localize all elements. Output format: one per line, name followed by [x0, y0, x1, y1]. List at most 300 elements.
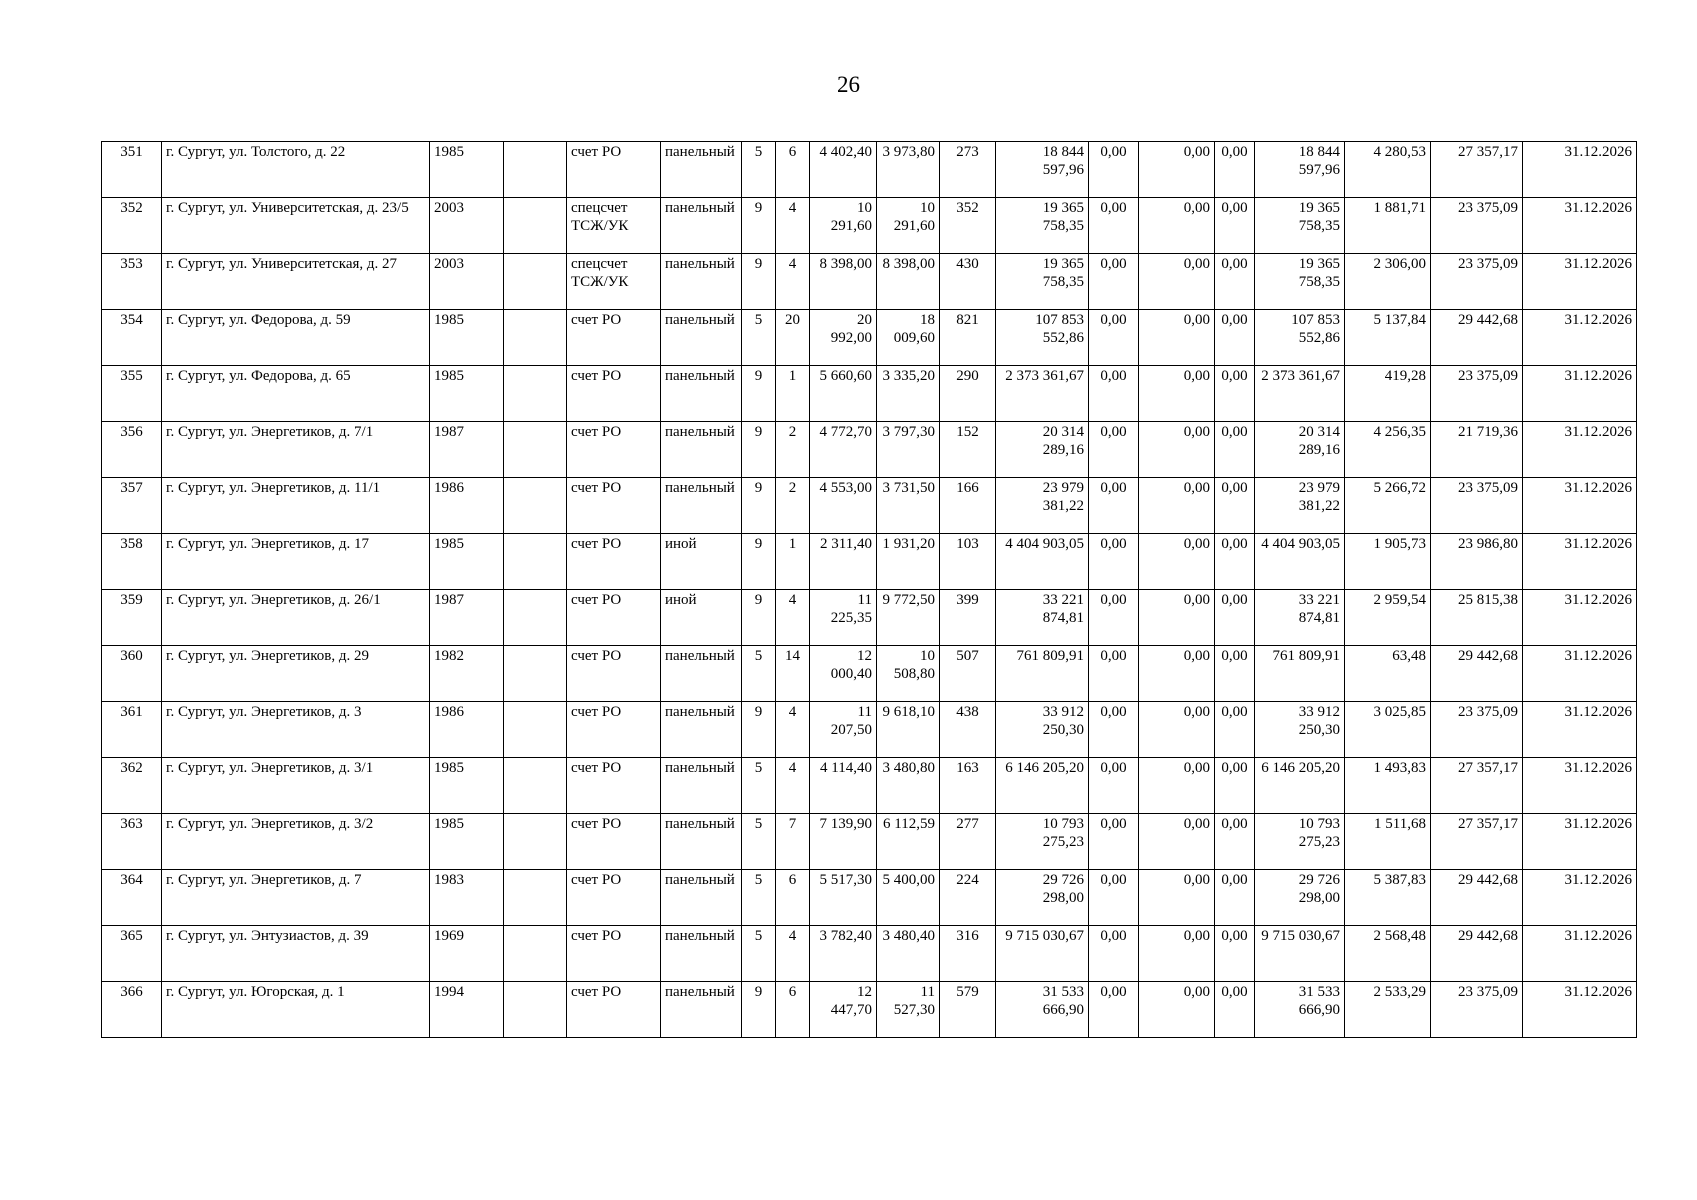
cell-residents: 579 [940, 982, 996, 1038]
cell-max-cost: 23 375,09 [1431, 702, 1523, 758]
cell-cost-owners: 761 809,91 [1255, 646, 1345, 702]
table-row [102, 254, 1637, 310]
cell-cost-owners: 33 912 250,30 [1255, 702, 1345, 758]
cell-cost-per-m2: 2 959,54 [1345, 590, 1431, 646]
cell-cost-state: 0,00 [1089, 422, 1139, 478]
cell-max-cost: 23 375,09 [1431, 478, 1523, 534]
cell-cost-owners: 18 844 597,96 [1255, 142, 1345, 198]
cell-cost-owners: 23 979 381,22 [1255, 478, 1345, 534]
table-row [102, 142, 1637, 198]
cell-area-total: 12 000,40 [810, 646, 877, 702]
cell-cost-per-m2: 1 881,71 [1345, 198, 1431, 254]
cell-address: г. Сургут, ул. Энергетиков, д. 11/1 [162, 478, 430, 534]
cell-number: 358 [102, 534, 162, 590]
cell-area-total: 4 402,40 [810, 142, 877, 198]
cell-entrances: 2 [776, 478, 810, 534]
cell-number: 360 [102, 646, 162, 702]
cell-cost-per-m2: 4 280,53 [1345, 142, 1431, 198]
cell-cost-total: 29 726 298,00 [996, 870, 1089, 926]
cell-empty [504, 982, 567, 1038]
cell-area-living: 8 398,00 [877, 254, 940, 310]
cell-cost-local: 0,00 [1215, 534, 1255, 590]
cell-wall-material: панельный [661, 254, 742, 310]
cell-address: г. Сургут, ул. Энергетиков, д. 7/1 [162, 422, 430, 478]
cell-address: г. Сургут, ул. Энтузиастов, д. 39 [162, 926, 430, 982]
cell-address: г. Сургут, ул. Энергетиков, д. 29 [162, 646, 430, 702]
cell-empty [504, 758, 567, 814]
cell-cost-total: 9 715 030,67 [996, 926, 1089, 982]
cell-area-living: 10 291,60 [877, 198, 940, 254]
cell-area-living: 10 508,80 [877, 646, 940, 702]
cell-floors: 5 [742, 142, 776, 198]
cell-cost-per-m2: 1 493,83 [1345, 758, 1431, 814]
cell-deadline: 31.12.2026 [1523, 478, 1637, 534]
cell-entrances: 4 [776, 758, 810, 814]
cell-deadline: 31.12.2026 [1523, 926, 1637, 982]
cell-entrances: 2 [776, 422, 810, 478]
cell-cost-per-m2: 2 568,48 [1345, 926, 1431, 982]
cell-number: 356 [102, 422, 162, 478]
cell-address: г. Сургут, ул. Энергетиков, д. 3/2 [162, 814, 430, 870]
cell-residents: 438 [940, 702, 996, 758]
page-number: 26 [837, 72, 860, 97]
cell-number: 361 [102, 702, 162, 758]
cell-area-living: 1 931,20 [877, 534, 940, 590]
cell-cost-state: 0,00 [1089, 478, 1139, 534]
cell-max-cost: 29 442,68 [1431, 870, 1523, 926]
cell-deadline: 31.12.2026 [1523, 198, 1637, 254]
table-row [102, 422, 1637, 478]
cell-cost-region: 0,00 [1139, 646, 1215, 702]
cell-floors: 9 [742, 478, 776, 534]
cell-cost-local: 0,00 [1215, 982, 1255, 1038]
cell-cost-region: 0,00 [1139, 870, 1215, 926]
cell-cost-per-m2: 1 511,68 [1345, 814, 1431, 870]
table-row [102, 814, 1637, 870]
cell-cost-per-m2: 3 025,85 [1345, 702, 1431, 758]
cell-area-total: 11 225,35 [810, 590, 877, 646]
cell-floors: 9 [742, 590, 776, 646]
cell-year: 2003 [430, 198, 504, 254]
cell-cost-total: 6 146 205,20 [996, 758, 1089, 814]
cell-cost-per-m2: 63,48 [1345, 646, 1431, 702]
cell-entrances: 7 [776, 814, 810, 870]
cell-entrances: 4 [776, 702, 810, 758]
cell-cost-region: 0,00 [1139, 702, 1215, 758]
cell-max-cost: 23 986,80 [1431, 534, 1523, 590]
cell-deadline: 31.12.2026 [1523, 254, 1637, 310]
cell-deadline: 31.12.2026 [1523, 758, 1637, 814]
cell-cost-state: 0,00 [1089, 926, 1139, 982]
cell-cost-local: 0,00 [1215, 478, 1255, 534]
cell-number: 366 [102, 982, 162, 1038]
cell-wall-material: панельный [661, 478, 742, 534]
cell-area-total: 12 447,70 [810, 982, 877, 1038]
cell-wall-material: панельный [661, 926, 742, 982]
cell-area-total: 2 311,40 [810, 534, 877, 590]
cell-cost-local: 0,00 [1215, 422, 1255, 478]
cell-cost-owners: 31 533 666,90 [1255, 982, 1345, 1038]
cell-cost-local: 0,00 [1215, 702, 1255, 758]
cell-entrances: 1 [776, 534, 810, 590]
cell-address: г. Сургут, ул. Энергетиков, д. 3/1 [162, 758, 430, 814]
cell-residents: 152 [940, 422, 996, 478]
cell-wall-material: панельный [661, 870, 742, 926]
cell-max-cost: 29 442,68 [1431, 310, 1523, 366]
cell-wall-material: панельный [661, 814, 742, 870]
cell-max-cost: 27 357,17 [1431, 142, 1523, 198]
cell-cost-owners: 19 365 758,35 [1255, 254, 1345, 310]
table-row [102, 310, 1637, 366]
cell-floors: 9 [742, 702, 776, 758]
cell-fund-method: счет РО [567, 478, 661, 534]
cell-cost-owners: 4 404 903,05 [1255, 534, 1345, 590]
cell-cost-region: 0,00 [1139, 982, 1215, 1038]
cell-year: 1983 [430, 870, 504, 926]
cell-cost-region: 0,00 [1139, 310, 1215, 366]
cell-year: 1985 [430, 310, 504, 366]
cell-address: г. Сургут, ул. Федорова, д. 59 [162, 310, 430, 366]
cell-year: 1985 [430, 814, 504, 870]
cell-floors: 9 [742, 422, 776, 478]
cell-empty [504, 254, 567, 310]
cell-year: 1985 [430, 758, 504, 814]
cell-entrances: 4 [776, 198, 810, 254]
cell-fund-method: счет РО [567, 870, 661, 926]
cell-floors: 9 [742, 534, 776, 590]
cell-wall-material: панельный [661, 646, 742, 702]
cell-address: г. Сургут, ул. Энергетиков, д. 26/1 [162, 590, 430, 646]
cell-number: 354 [102, 310, 162, 366]
cell-cost-region: 0,00 [1139, 590, 1215, 646]
cell-residents: 224 [940, 870, 996, 926]
cell-residents: 166 [940, 478, 996, 534]
cell-fund-method: счет РО [567, 310, 661, 366]
cell-cost-total: 18 844 597,96 [996, 142, 1089, 198]
table-row [102, 590, 1637, 646]
cell-entrances: 14 [776, 646, 810, 702]
cell-entrances: 1 [776, 366, 810, 422]
cell-number: 357 [102, 478, 162, 534]
cell-deadline: 31.12.2026 [1523, 422, 1637, 478]
cell-fund-method: счет РО [567, 534, 661, 590]
cell-cost-state: 0,00 [1089, 366, 1139, 422]
cell-area-total: 4 772,70 [810, 422, 877, 478]
cell-cost-region: 0,00 [1139, 534, 1215, 590]
cell-cost-local: 0,00 [1215, 646, 1255, 702]
cell-max-cost: 25 815,38 [1431, 590, 1523, 646]
cell-year: 1985 [430, 142, 504, 198]
cell-floors: 9 [742, 254, 776, 310]
cell-empty [504, 870, 567, 926]
cell-wall-material: иной [661, 590, 742, 646]
cell-max-cost: 21 719,36 [1431, 422, 1523, 478]
cell-empty [504, 646, 567, 702]
cell-cost-owners: 9 715 030,67 [1255, 926, 1345, 982]
cell-entrances: 20 [776, 310, 810, 366]
cell-residents: 352 [940, 198, 996, 254]
cell-cost-local: 0,00 [1215, 758, 1255, 814]
cell-address: г. Сургут, ул. Университетская, д. 27 [162, 254, 430, 310]
cell-max-cost: 27 357,17 [1431, 758, 1523, 814]
cell-number: 364 [102, 870, 162, 926]
cell-empty [504, 422, 567, 478]
cell-cost-state: 0,00 [1089, 814, 1139, 870]
cell-area-living: 3 731,50 [877, 478, 940, 534]
cell-year: 1987 [430, 422, 504, 478]
cell-cost-local: 0,00 [1215, 590, 1255, 646]
cell-cost-state: 0,00 [1089, 198, 1139, 254]
cell-wall-material: панельный [661, 198, 742, 254]
cell-empty [504, 142, 567, 198]
table-row [102, 926, 1637, 982]
cell-floors: 5 [742, 926, 776, 982]
cell-cost-per-m2: 5 137,84 [1345, 310, 1431, 366]
table-row [102, 366, 1637, 422]
cell-number: 351 [102, 142, 162, 198]
cell-cost-state: 0,00 [1089, 310, 1139, 366]
cell-cost-owners: 107 853 552,86 [1255, 310, 1345, 366]
cell-cost-local: 0,00 [1215, 926, 1255, 982]
cell-cost-owners: 10 793 275,23 [1255, 814, 1345, 870]
cell-area-total: 5 517,30 [810, 870, 877, 926]
cell-area-total: 10 291,60 [810, 198, 877, 254]
cell-fund-method: счет РО [567, 590, 661, 646]
cell-deadline: 31.12.2026 [1523, 590, 1637, 646]
cell-empty [504, 534, 567, 590]
cell-deadline: 31.12.2026 [1523, 366, 1637, 422]
table-row [102, 646, 1637, 702]
cell-area-total: 8 398,00 [810, 254, 877, 310]
cell-area-total: 7 139,90 [810, 814, 877, 870]
cell-cost-region: 0,00 [1139, 142, 1215, 198]
cell-residents: 290 [940, 366, 996, 422]
cell-fund-method: счет РО [567, 926, 661, 982]
cell-max-cost: 23 375,09 [1431, 982, 1523, 1038]
cell-cost-per-m2: 5 387,83 [1345, 870, 1431, 926]
cell-area-total: 11 207,50 [810, 702, 877, 758]
cell-area-living: 3 797,30 [877, 422, 940, 478]
cell-year: 2003 [430, 254, 504, 310]
cell-floors: 5 [742, 814, 776, 870]
cell-floors: 5 [742, 310, 776, 366]
cell-deadline: 31.12.2026 [1523, 310, 1637, 366]
cell-area-total: 4 114,40 [810, 758, 877, 814]
table-row [102, 982, 1637, 1038]
cell-cost-local: 0,00 [1215, 366, 1255, 422]
cell-fund-method: счет РО [567, 982, 661, 1038]
table-body [102, 142, 1637, 1038]
cell-area-total: 20 992,00 [810, 310, 877, 366]
housing-registry-table [101, 141, 1637, 1038]
cell-deadline: 31.12.2026 [1523, 702, 1637, 758]
cell-wall-material: иной [661, 534, 742, 590]
cell-number: 363 [102, 814, 162, 870]
cell-cost-per-m2: 2 306,00 [1345, 254, 1431, 310]
cell-area-living: 5 400,00 [877, 870, 940, 926]
cell-residents: 163 [940, 758, 996, 814]
cell-cost-owners: 33 221 874,81 [1255, 590, 1345, 646]
cell-cost-total: 23 979 381,22 [996, 478, 1089, 534]
cell-max-cost: 23 375,09 [1431, 366, 1523, 422]
cell-area-total: 5 660,60 [810, 366, 877, 422]
cell-area-living: 3 480,80 [877, 758, 940, 814]
cell-empty [504, 478, 567, 534]
cell-address: г. Сургут, ул. Энергетиков, д. 3 [162, 702, 430, 758]
cell-cost-per-m2: 2 533,29 [1345, 982, 1431, 1038]
cell-year: 1986 [430, 702, 504, 758]
cell-cost-per-m2: 5 266,72 [1345, 478, 1431, 534]
table-row [102, 478, 1637, 534]
cell-cost-region: 0,00 [1139, 814, 1215, 870]
cell-wall-material: панельный [661, 366, 742, 422]
cell-fund-method: счет РО [567, 422, 661, 478]
cell-number: 365 [102, 926, 162, 982]
cell-cost-state: 0,00 [1089, 982, 1139, 1038]
cell-address: г. Сургут, ул. Югорская, д. 1 [162, 982, 430, 1038]
cell-year: 1982 [430, 646, 504, 702]
cell-cost-region: 0,00 [1139, 254, 1215, 310]
cell-deadline: 31.12.2026 [1523, 870, 1637, 926]
cell-wall-material: панельный [661, 142, 742, 198]
cell-cost-region: 0,00 [1139, 926, 1215, 982]
cell-area-living: 3 973,80 [877, 142, 940, 198]
cell-entrances: 4 [776, 590, 810, 646]
cell-cost-total: 761 809,91 [996, 646, 1089, 702]
cell-max-cost: 27 357,17 [1431, 814, 1523, 870]
cell-residents: 273 [940, 142, 996, 198]
cell-deadline: 31.12.2026 [1523, 982, 1637, 1038]
cell-year: 1987 [430, 590, 504, 646]
cell-cost-owners: 29 726 298,00 [1255, 870, 1345, 926]
cell-wall-material: панельный [661, 310, 742, 366]
cell-cost-state: 0,00 [1089, 534, 1139, 590]
cell-cost-per-m2: 4 256,35 [1345, 422, 1431, 478]
cell-max-cost: 29 442,68 [1431, 646, 1523, 702]
cell-empty [504, 310, 567, 366]
cell-cost-local: 0,00 [1215, 142, 1255, 198]
cell-cost-region: 0,00 [1139, 478, 1215, 534]
cell-cost-region: 0,00 [1139, 422, 1215, 478]
cell-number: 355 [102, 366, 162, 422]
cell-empty [504, 702, 567, 758]
cell-number: 362 [102, 758, 162, 814]
cell-deadline: 31.12.2026 [1523, 814, 1637, 870]
cell-max-cost: 29 442,68 [1431, 926, 1523, 982]
cell-area-living: 9 618,10 [877, 702, 940, 758]
cell-residents: 316 [940, 926, 996, 982]
cell-area-total: 4 553,00 [810, 478, 877, 534]
table-row [102, 702, 1637, 758]
cell-cost-local: 0,00 [1215, 814, 1255, 870]
cell-cost-state: 0,00 [1089, 590, 1139, 646]
cell-cost-total: 19 365 758,35 [996, 198, 1089, 254]
cell-cost-local: 0,00 [1215, 870, 1255, 926]
cell-max-cost: 23 375,09 [1431, 254, 1523, 310]
cell-max-cost: 23 375,09 [1431, 198, 1523, 254]
cell-cost-per-m2: 1 905,73 [1345, 534, 1431, 590]
cell-number: 352 [102, 198, 162, 254]
cell-fund-method: счет РО [567, 758, 661, 814]
cell-cost-total: 31 533 666,90 [996, 982, 1089, 1038]
cell-cost-total: 33 221 874,81 [996, 590, 1089, 646]
cell-address: г. Сургут, ул. Университетская, д. 23/5 [162, 198, 430, 254]
cell-year: 1969 [430, 926, 504, 982]
cell-floors: 5 [742, 758, 776, 814]
cell-cost-state: 0,00 [1089, 254, 1139, 310]
cell-area-total: 3 782,40 [810, 926, 877, 982]
cell-residents: 277 [940, 814, 996, 870]
cell-residents: 103 [940, 534, 996, 590]
cell-cost-owners: 20 314 289,16 [1255, 422, 1345, 478]
cell-address: г. Сургут, ул. Федорова, д. 65 [162, 366, 430, 422]
cell-deadline: 31.12.2026 [1523, 646, 1637, 702]
cell-residents: 821 [940, 310, 996, 366]
cell-cost-total: 10 793 275,23 [996, 814, 1089, 870]
cell-cost-region: 0,00 [1139, 758, 1215, 814]
cell-deadline: 31.12.2026 [1523, 142, 1637, 198]
table-row [102, 198, 1637, 254]
cell-floors: 9 [742, 198, 776, 254]
cell-cost-region: 0,00 [1139, 366, 1215, 422]
cell-cost-state: 0,00 [1089, 142, 1139, 198]
cell-residents: 399 [940, 590, 996, 646]
cell-cost-owners: 19 365 758,35 [1255, 198, 1345, 254]
cell-empty [504, 926, 567, 982]
cell-cost-region: 0,00 [1139, 198, 1215, 254]
cell-year: 1985 [430, 366, 504, 422]
cell-cost-total: 4 404 903,05 [996, 534, 1089, 590]
table-row [102, 534, 1637, 590]
cell-entrances: 6 [776, 870, 810, 926]
cell-area-living: 9 772,50 [877, 590, 940, 646]
cell-wall-material: панельный [661, 982, 742, 1038]
cell-entrances: 6 [776, 982, 810, 1038]
cell-cost-local: 0,00 [1215, 198, 1255, 254]
cell-wall-material: панельный [661, 758, 742, 814]
cell-residents: 430 [940, 254, 996, 310]
cell-fund-method: счет РО [567, 366, 661, 422]
cell-area-living: 18 009,60 [877, 310, 940, 366]
cell-entrances: 6 [776, 142, 810, 198]
cell-number: 353 [102, 254, 162, 310]
cell-number: 359 [102, 590, 162, 646]
table-row [102, 870, 1637, 926]
cell-cost-state: 0,00 [1089, 646, 1139, 702]
cell-entrances: 4 [776, 926, 810, 982]
cell-address: г. Сургут, ул. Толстого, д. 22 [162, 142, 430, 198]
cell-year: 1985 [430, 534, 504, 590]
cell-cost-total: 20 314 289,16 [996, 422, 1089, 478]
cell-residents: 507 [940, 646, 996, 702]
cell-cost-total: 19 365 758,35 [996, 254, 1089, 310]
cell-area-living: 6 112,59 [877, 814, 940, 870]
cell-wall-material: панельный [661, 422, 742, 478]
cell-floors: 9 [742, 366, 776, 422]
cell-empty [504, 814, 567, 870]
cell-cost-state: 0,00 [1089, 870, 1139, 926]
cell-area-living: 3 480,40 [877, 926, 940, 982]
table-row [102, 758, 1637, 814]
cell-empty [504, 198, 567, 254]
cell-cost-total: 33 912 250,30 [996, 702, 1089, 758]
cell-entrances: 4 [776, 254, 810, 310]
cell-area-living: 11 527,30 [877, 982, 940, 1038]
cell-address: г. Сургут, ул. Энергетиков, д. 7 [162, 870, 430, 926]
cell-empty [504, 590, 567, 646]
cell-cost-total: 107 853 552,86 [996, 310, 1089, 366]
cell-cost-state: 0,00 [1089, 702, 1139, 758]
